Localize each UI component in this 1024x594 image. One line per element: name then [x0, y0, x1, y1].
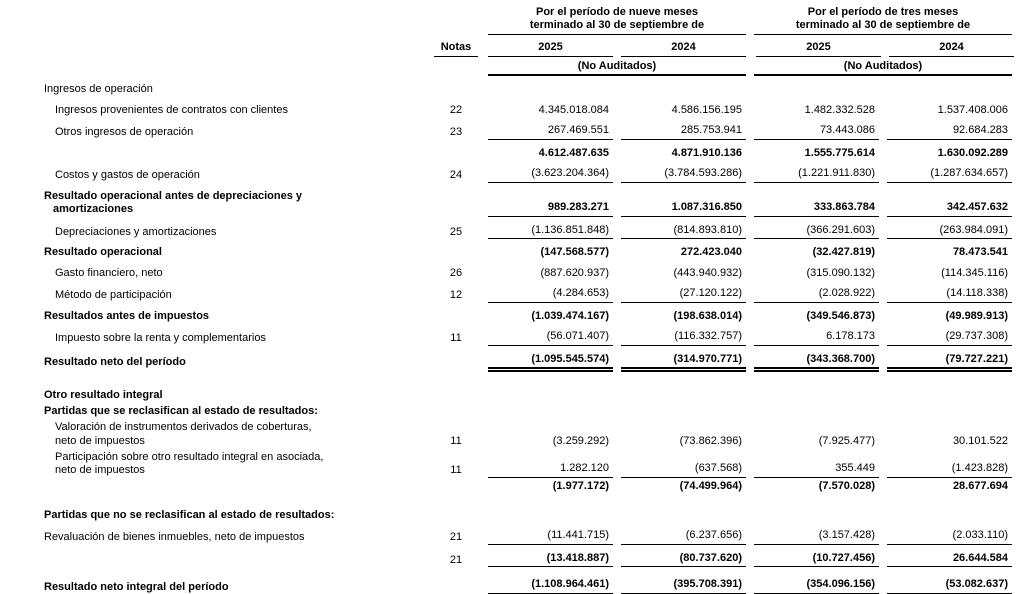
value-cell: (395.708.391) — [621, 578, 746, 594]
table-row — [0, 480, 1024, 494]
value-cell: 989.283.271 — [488, 201, 613, 217]
table-row — [0, 330, 1024, 346]
table-row — [0, 451, 1024, 478]
note-ref: 24 — [449, 169, 463, 181]
value-cell: 73.443.086 — [754, 124, 879, 140]
value-cell: 92.684.283 — [887, 124, 1012, 140]
table-row — [0, 287, 1024, 303]
note-ref: 11 — [450, 464, 462, 476]
table-row — [0, 578, 1024, 594]
year-column-header: 2024 — [621, 41, 746, 57]
value-cell: (3.157.428) — [754, 529, 879, 545]
year-column-header: 2024 — [889, 41, 1014, 57]
value-cell: 355.449 — [754, 462, 879, 478]
unaudited-label: (No Auditados) — [488, 60, 746, 77]
value-cell: 26.644.584 — [887, 552, 1012, 568]
period-group-header-three-months — [754, 6, 1012, 35]
note-ref: 22 — [449, 103, 463, 116]
value-cell: (343.368.700) — [754, 353, 879, 370]
value-cell: (7.925.477) — [818, 434, 875, 447]
value-cell: (3.259.292) — [552, 434, 609, 447]
value-cell: (1.977.172) — [552, 480, 609, 492]
row-label: Costos y gastos de operación — [55, 169, 200, 181]
row-label: Resultado operacional — [44, 246, 162, 258]
value-cell: (1.108.964.461) — [488, 578, 613, 594]
value-cell: 4.871.910.136 — [671, 146, 742, 159]
value-cell: 1.482.332.528 — [804, 103, 875, 116]
table-row — [0, 353, 1024, 370]
value-cell: 78.473.541 — [952, 246, 1008, 258]
value-cell: (263.984.091) — [887, 224, 1012, 240]
value-cell: (1.221.911.830) — [754, 167, 879, 183]
value-cell: (814.893.810) — [621, 224, 746, 240]
period-header-row — [0, 6, 1024, 35]
value-cell: (74.499.964) — [679, 480, 742, 492]
note-ref: 21 — [449, 531, 463, 543]
value-cell: (2.033.110) — [887, 529, 1012, 545]
value-cell: 4.612.487.635 — [538, 146, 609, 159]
year-column-header: 2025 — [756, 41, 881, 57]
value-cell: (1.423.828) — [887, 462, 1012, 478]
table-row — [0, 224, 1024, 240]
value-cell: (6.237.656) — [621, 529, 746, 545]
value-cell: 4.586.156.195 — [671, 103, 742, 116]
table-row — [0, 147, 1024, 161]
year-header-row — [0, 41, 1024, 57]
value-cell: (10.727.456) — [754, 552, 879, 568]
period-title-line2: terminado al 30 de septiembre de — [795, 19, 971, 31]
value-cell: (3.623.204.364) — [488, 167, 613, 183]
value-cell: (349.546.873) — [806, 309, 875, 322]
note-ref: 25 — [449, 225, 463, 238]
value-cell: (7.570.028) — [818, 480, 875, 492]
table-row — [0, 167, 1024, 183]
note-ref: 21 — [449, 553, 463, 566]
row-label: Ingresos provenientes de contratos con clientes — [55, 103, 288, 116]
row-label: Resultado operacional antes de depreciaciones y amortizaciones — [44, 189, 302, 215]
table-row — [0, 421, 1024, 448]
row-label: Depreciaciones y amortizaciones — [55, 225, 217, 238]
value-cell: (443.940.932) — [673, 266, 742, 279]
value-cell: (3.784.593.286) — [621, 167, 746, 183]
value-cell: (14.118.338) — [887, 287, 1012, 303]
table-row — [0, 104, 1024, 118]
row-label: Gasto financiero, neto — [55, 266, 163, 279]
note-ref: 11 — [450, 434, 462, 447]
table-row — [0, 267, 1024, 281]
value-cell: 28.677.694 — [952, 480, 1008, 492]
statement-body — [0, 83, 1024, 594]
value-cell: (114.345.116) — [941, 266, 1008, 279]
value-cell: (147.568.577) — [540, 246, 609, 258]
row-label: Resultados antes de impuestos — [44, 309, 210, 322]
value-cell: (27.120.122) — [621, 287, 746, 303]
value-cell: (80.737.620) — [621, 552, 746, 568]
value-cell: (1.095.545.574) — [488, 353, 613, 370]
value-cell: 285.753.941 — [621, 124, 746, 140]
table-row — [0, 405, 1024, 419]
period-title-line2: terminado al 30 de septiembre de — [529, 19, 705, 31]
row-label: Impuesto sobre la renta y complementarios — [55, 332, 266, 344]
note-ref: 26 — [449, 266, 463, 279]
year-column-header: 2025 — [488, 41, 613, 57]
value-cell: (198.638.014) — [673, 309, 742, 322]
value-cell: 1.087.316.850 — [621, 201, 746, 217]
value-cell: (315.090.132) — [806, 266, 875, 279]
value-cell: 1.282.120 — [488, 462, 613, 478]
value-cell: (1.287.634.657) — [887, 167, 1012, 183]
value-cell: 342.457.632 — [887, 201, 1012, 217]
row-label: Otros ingresos de operación — [55, 126, 194, 138]
row-label: Resultado neto integral del período — [44, 581, 229, 593]
row-label: Partidas que no se reclasifican al estado de resultados: — [44, 508, 335, 521]
row-label: Valoración de instrumentos derivados de coberturas, neto de impuestos — [55, 421, 312, 447]
value-cell: (79.727.221) — [887, 353, 1012, 370]
value-cell: (32.427.819) — [812, 246, 875, 258]
value-cell: 333.863.784 — [754, 201, 879, 217]
row-label: Revaluación de bienes inmuebles, neto de impuestos — [44, 531, 305, 543]
value-cell: (116.332.757) — [621, 330, 746, 346]
value-cell: (1.136.851.848) — [488, 224, 613, 240]
value-cell: (637.568) — [621, 462, 746, 478]
value-cell: (53.082.637) — [887, 578, 1012, 594]
value-cell: (73.862.396) — [679, 434, 742, 447]
table-row — [0, 552, 1024, 568]
notes-column-header: Notas — [434, 41, 478, 57]
value-cell: (1.039.474.167) — [531, 309, 609, 322]
row-label: Otro resultado integral — [44, 389, 163, 401]
note-ref: 12 — [449, 289, 463, 301]
value-cell: (366.291.603) — [754, 224, 879, 240]
value-cell: 4.345.018.084 — [538, 103, 609, 116]
value-cell: (29.737.308) — [887, 330, 1012, 346]
unaudited-header-row — [0, 60, 1024, 77]
value-cell: 1.537.408.006 — [937, 103, 1008, 116]
value-cell: (314.970.771) — [621, 353, 746, 370]
table-row — [0, 83, 1024, 97]
value-cell: (887.620.937) — [540, 266, 609, 279]
value-cell: 30.101.522 — [952, 434, 1008, 447]
period-title-line1: Por el período de tres meses — [807, 6, 959, 18]
row-label: Partidas que se reclasifican al estado de resultados: — [44, 405, 318, 417]
value-cell: (56.071.407) — [488, 330, 613, 346]
row-label: Participación sobre otro resultado integral en asociada, neto de impuestos — [55, 450, 324, 476]
note-ref: 11 — [450, 332, 462, 344]
value-cell: 1.555.775.614 — [804, 146, 875, 159]
value-cell: (13.418.887) — [488, 552, 613, 568]
table-row — [0, 246, 1024, 260]
value-cell: (2.028.922) — [754, 287, 879, 303]
period-group-header-nine-months — [488, 6, 746, 35]
value-cell: (354.096.156) — [754, 578, 879, 594]
value-cell: (4.284.653) — [488, 287, 613, 303]
table-row — [0, 124, 1024, 140]
value-cell: (11.441.715) — [488, 529, 613, 545]
table-row — [0, 509, 1024, 523]
value-cell: 272.423.040 — [680, 246, 742, 258]
value-cell: 267.469.551 — [488, 124, 613, 140]
value-cell: (49.989.913) — [945, 309, 1008, 322]
row-label: Ingresos de operación — [44, 83, 153, 95]
row-label: Resultado neto del período — [44, 355, 186, 368]
row-label: Método de participación — [55, 289, 172, 301]
note-ref: 23 — [449, 126, 463, 138]
unaudited-label: (No Auditados) — [754, 60, 1012, 77]
value-cell: 1.630.092.289 — [937, 146, 1008, 159]
value-cell: 6.178.173 — [754, 330, 879, 346]
table-row — [0, 529, 1024, 545]
table-row — [0, 190, 1024, 217]
period-title-line1: Por el período de nueve meses — [535, 6, 698, 18]
table-row — [0, 310, 1024, 324]
table-row — [0, 389, 1024, 403]
